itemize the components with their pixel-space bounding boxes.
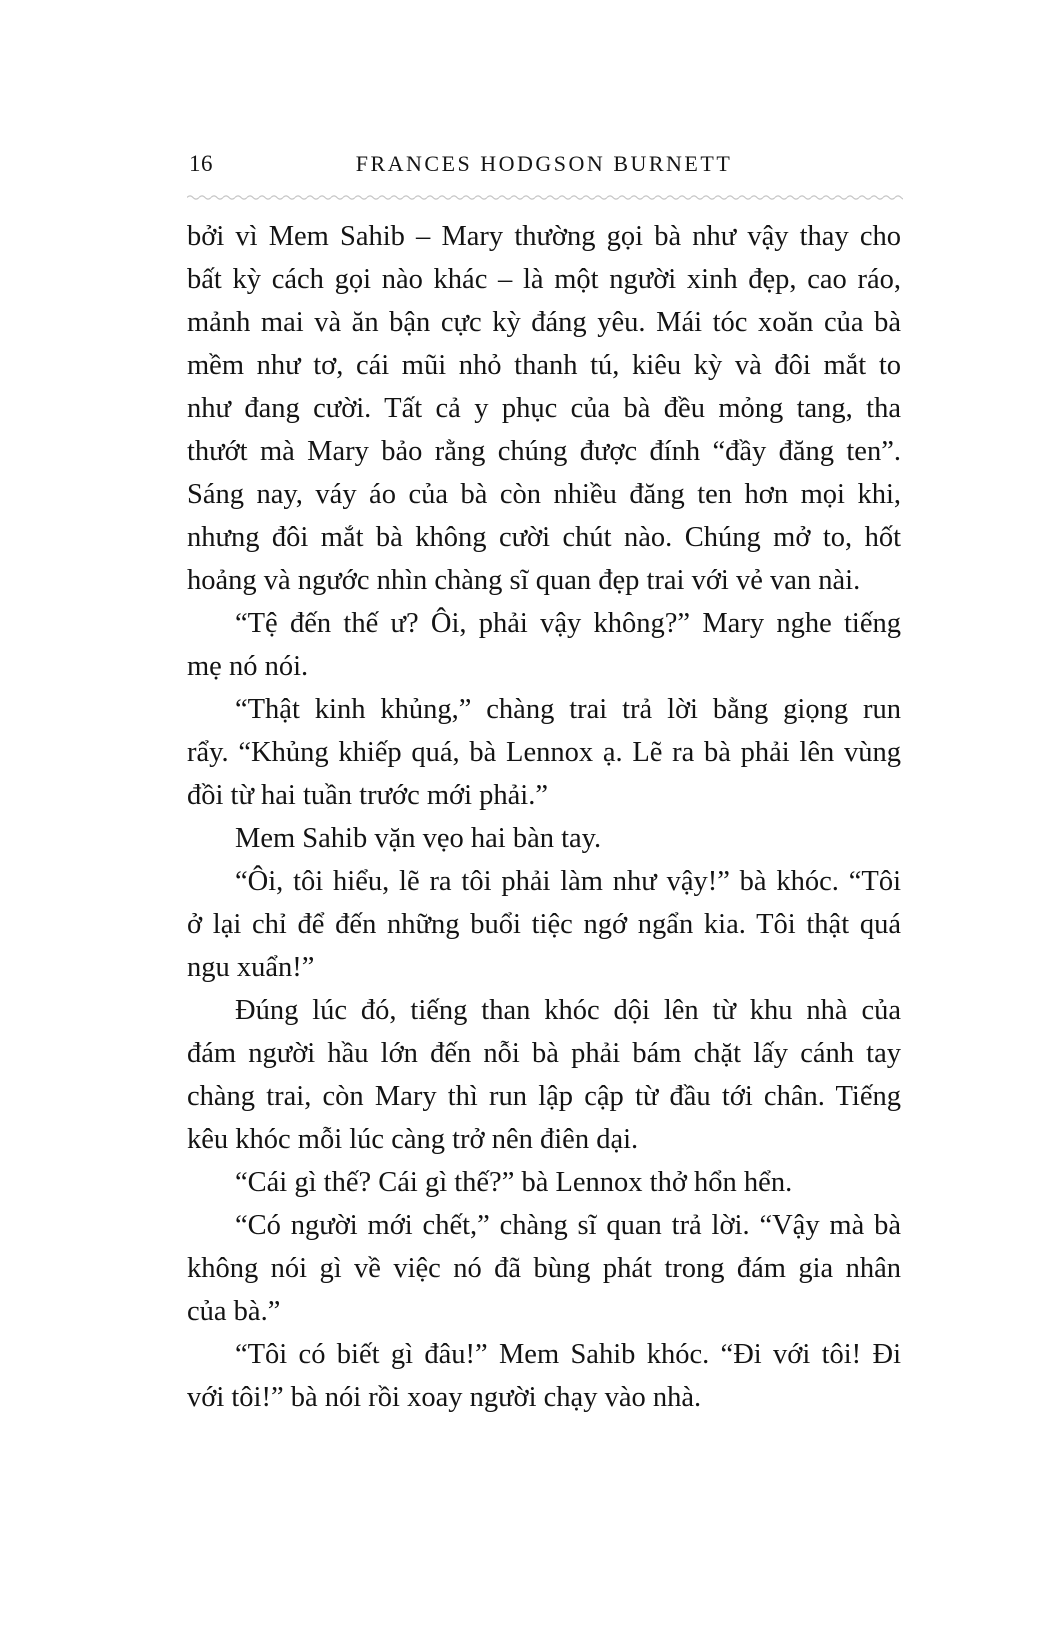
text-line: như đang cười. Tất cả y phục của bà đều mỏng tang, tha [187,393,901,424]
text-line: Sáng nay, váy áo của bà còn nhiều đăng ten hơn mọi khi, [187,479,901,510]
text-line: với tôi!” bà nói rồi xoay người chạy vào nhà. [187,1382,702,1413]
text-line: Đúng lúc đó, tiếng than khóc dội lên từ khu nhà của [235,995,901,1026]
text-line: bởi vì Mem Sahib – Mary thường gọi bà như vậy thay cho [187,221,901,252]
page-number: 16 [189,151,213,176]
text-line: ở lại chỉ để đến những buổi tiệc ngớ ngẩn kia. Tôi thật quá [187,909,901,940]
text-line: bất kỳ cách gọi nào khác – là một người xinh đẹp, cao ráo, [187,264,901,295]
text-line: mảnh mai và ăn bận cực kỳ đáng yêu. Mái tóc xoăn của bà [187,307,901,338]
text-line: hoảng và ngước nhìn chàng sĩ quan đẹp trai với vẻ van nài. [187,565,861,596]
text-line: “Có người mới chết,” chàng sĩ quan trả lời. “Vậy mà bà [235,1210,901,1241]
running-header-title: FRANCES HODGSON BURNETT [355,151,733,176]
text-line: đồi từ hai tuần trước mới phải.” [187,780,548,811]
text-line: mềm như tơ, cái mũi nhỏ thanh tú, kiêu kỳ và đôi mắt to [187,350,901,381]
text-line: đám người hầu lớn đến nỗi bà phải bám chặt lấy cánh tay [187,1038,901,1069]
text-line: “Thật kinh khủng,” chàng trai trả lời bằng giọng run [235,694,901,725]
text-line: “Ôi, tôi hiểu, lẽ ra tôi phải làm như vậy!” bà khóc. “Tôi [235,866,901,897]
text-line: của bà.” [187,1296,281,1327]
text-line: ngu xuẩn!” [187,952,315,983]
text-line: mẹ nó nói. [187,651,309,682]
text-line: kêu khóc mỗi lúc càng trở nên điên dại. [187,1124,639,1155]
body-text [187,215,901,1419]
text-line: rẩy. “Khủng khiếp quá, bà Lennox ạ. Lẽ ra bà phải lên vùng [187,737,901,768]
page-header [187,149,901,183]
text-line: chàng trai, còn Mary thì run lập cập từ đầu tới chân. Tiếng [187,1081,901,1112]
text-line: Mem Sahib vặn vẹo hai bàn tay. [235,823,602,854]
page-content [187,0,901,1419]
text-line: không nói gì về việc nó đã bùng phát trong đám gia nhân [187,1253,901,1284]
text-line: “Tôi có biết gì đâu!” Mem Sahib khóc. “Đi với tôi! Đi [235,1339,901,1370]
wavy-divider [187,193,903,201]
text-line: “Tệ đến thế ư? Ôi, phải vậy không?” Mary nghe tiếng [235,608,901,639]
text-line: nhưng đôi mắt bà không cười chút nào. Chúng mở to, hốt [187,522,901,553]
text-line: thướt mà Mary bảo rằng chúng được đính “đầy đăng ten”. [187,436,901,467]
text-line: “Cái gì thế? Cái gì thế?” bà Lennox thở hổn hển. [235,1167,793,1198]
